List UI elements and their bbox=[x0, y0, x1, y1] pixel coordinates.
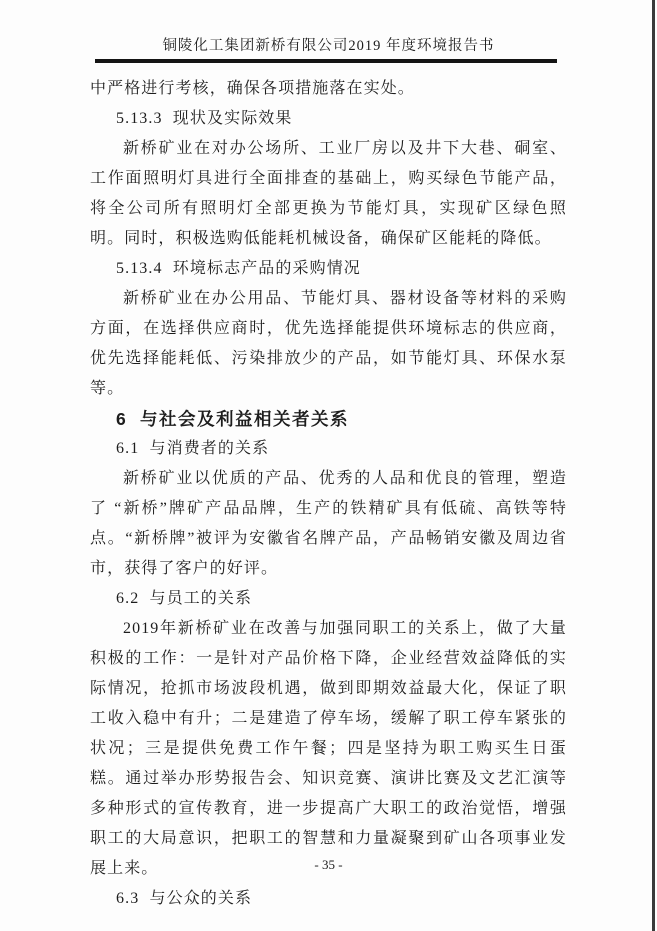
heading-6-1: 6.1 与消费者的关系 bbox=[116, 440, 270, 457]
page-number: - 35 - bbox=[314, 857, 343, 872]
heading-5-13-3: 5.13.3 现状及实际效果 bbox=[116, 110, 293, 127]
paragraph-assessment-continuation: 中严格进行考核，确保各项措施落在实处。 bbox=[90, 80, 415, 97]
chapter-heading-6: 6 与社会及利益相关者关系 bbox=[116, 409, 349, 429]
paragraph-eco-label-procurement: 新桥矿业在办公用品、节能灯具、器材设备等材料的采购方面，在选择供应商时，优先选择能提供环境标志的供应商，优先选择能耗低、污染排放少的产品，如节能灯具、环保水泵等。 bbox=[90, 290, 567, 397]
heading-5-13-4: 5.13.4 环境标志产品的采购情况 bbox=[116, 260, 361, 277]
header-divider-rule bbox=[95, 59, 557, 63]
paragraph-green-lighting: 新桥矿业在对办公场所、工业厂房以及井下大巷、硐室、工作面照明灯具进行全面排查的基础上，购买绿色节能产品，将全公司所有照明灯全部更换为节能灯具，实现矿区绿色照明。同时，积极选购低能耗机械设备，确保矿区能耗的降低。 bbox=[90, 140, 567, 247]
paragraph-employee-relations: 2019年新桥矿业在改善与加强同职工的关系上，做了大量积极的工作：一是针对产品价格下降，企业经营效益降低的实际情况，抢抓市场波段机遇，做到即期效益最大化，保证了职工收入稳中有升；二是建造了停车场，缓解了职工停车紧张的状况；三是提供免费工作午餐；四是坚持为职工购买生日蛋糕。通过举办形势报告会、知识竞赛、演讲比赛及文艺汇演等多种形式的宣传教育，进一步提高广大职工的政治觉悟，增强职工的大局意识，把职工的智慧和力量凝聚到矿山各项事业发展上来。 bbox=[90, 620, 567, 877]
paragraph-consumer-relations: 新桥矿业以优质的产品、优秀的人品和优良的管理，塑造了 “新桥”牌矿产品品牌，生产的铁精矿具有低硫、高铁等特点。“新桥牌”被评为安徽省名牌产品，产品畅销安徽及周边省市，获得了客户的好评。 bbox=[90, 470, 567, 577]
heading-6-3: 6.3 与公众的关系 bbox=[116, 890, 253, 907]
page-scan-edge-line bbox=[652, 0, 655, 931]
page-header-title: 铜陵化工集团新桥有限公司2019 年度环境报告书 bbox=[162, 38, 495, 54]
heading-6-2: 6.2 与员工的关系 bbox=[116, 590, 253, 607]
document-body bbox=[90, 74, 567, 914]
